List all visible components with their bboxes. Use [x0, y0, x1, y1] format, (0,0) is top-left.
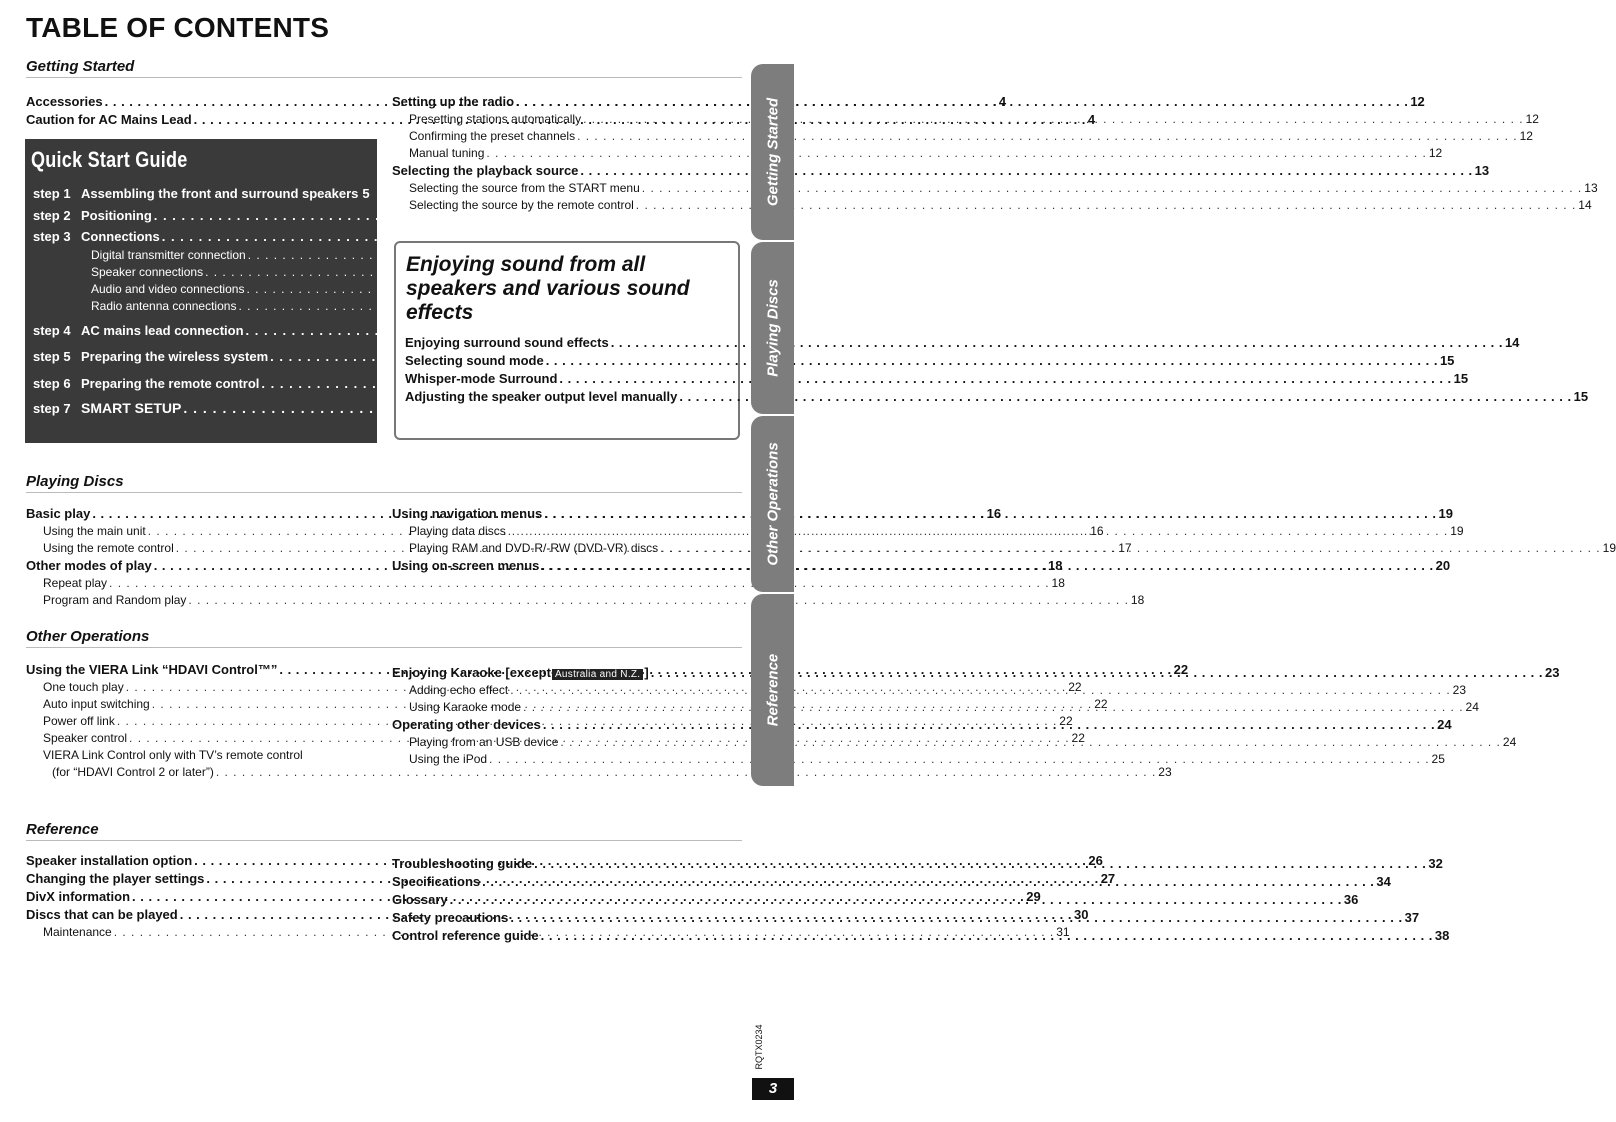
toc-entry[interactable]: DivX information . . . 29: [26, 889, 376, 907]
toc-entry[interactable]: Caution for AC Mains Lead . . . 4: [26, 112, 376, 130]
toc-subentry[interactable]: Selecting the source by the remote control . . . 14: [392, 198, 742, 215]
toc-entry[interactable]: Setting up the radio . . . 12: [392, 94, 742, 112]
qsg-subentry[interactable]: Speaker connections . . . 7: [91, 265, 367, 282]
toc-entry[interactable]: Using the VIERA Link “HDAVI Control™” . . . 22: [26, 662, 376, 680]
toc-entry[interactable]: Enjoying surround sound effects . . . 14: [405, 335, 727, 353]
toc-subentry[interactable]: VIERA Link Control only with TV’s remote control: [43, 748, 303, 762]
tab-getting-started[interactable]: Getting Started: [751, 64, 794, 240]
page-title: TABLE OF CONTENTS: [26, 12, 330, 43]
qsg-step[interactable]: step 2 Positioning . . . 6: [33, 208, 367, 226]
tab-other-operations[interactable]: Other Operations: [751, 416, 794, 592]
qsg-subentry[interactable]: Radio antenna connections . . . 9: [91, 299, 367, 316]
qsg-subentry[interactable]: Digital transmitter connection . . . 7: [91, 248, 367, 265]
toc-subentry[interactable]: Program and Random play . . . 18: [26, 593, 376, 610]
toc-entry[interactable]: Selecting the playback source . . . 13: [392, 163, 742, 181]
toc-entry[interactable]: Troubleshooting guide . . . 32: [392, 856, 742, 874]
toc-subentry[interactable]: Power off link . . . 22: [26, 714, 376, 731]
toc-entry[interactable]: Discs that can be played . . . 30: [26, 907, 376, 925]
section-playing-discs: Playing Discs: [26, 473, 742, 493]
toc-subentry[interactable]: Playing from an USB device . . . 24: [392, 735, 742, 752]
document-code: RQTX0234: [754, 1024, 764, 1070]
section-getting-started: Getting Started: [26, 58, 742, 78]
toc-subentry[interactable]: Manual tuning . . . 12: [392, 146, 742, 163]
qsg-subentry[interactable]: Audio and video connections . . . 8: [91, 282, 367, 299]
toc-entry[interactable]: Other modes of play . . . 18: [26, 558, 376, 576]
section-other-operations: Other Operations: [26, 628, 742, 648]
toc-subentry[interactable]: Repeat play . . . 18: [26, 576, 376, 593]
toc-entry[interactable]: Whisper-mode Surround . . . 15: [405, 371, 727, 389]
toc-subentry[interactable]: Speaker control . . . 22: [26, 731, 376, 748]
tab-reference[interactable]: Reference: [751, 594, 794, 786]
qsg-step[interactable]: step 4 AC mains lead connection . . . 10: [33, 323, 367, 341]
qsg-step[interactable]: step 6 Preparing the remote control . . . 10: [33, 376, 367, 394]
toc-entry[interactable]: Adjusting the speaker output level manually . . . 15: [405, 389, 727, 407]
toc-subentry[interactable]: Selecting the source from the START menu . . . 13: [392, 181, 742, 198]
toc-entry[interactable]: Basic play . . . 16: [26, 506, 376, 524]
toc-subentry[interactable]: Playing RAM and DVD-R/-RW (DVD-VR) discs . . . 19: [392, 541, 742, 558]
toc-entry[interactable]: Speaker installation option . . . 26: [26, 853, 376, 871]
toc-entry[interactable]: Specifications . . . 34: [392, 874, 742, 892]
toc-subentry[interactable]: (for “HDAVI Control 2 or later”) . . . 23: [26, 765, 376, 782]
toc-subentry[interactable]: Using the main unit . . . 16: [26, 524, 376, 541]
tab-playing-discs[interactable]: Playing Discs: [751, 242, 794, 414]
toc-subentry[interactable]: Adding echo effect . . . 23: [392, 683, 742, 700]
toc-subentry[interactable]: Presetting stations automatically . . . 12: [392, 112, 742, 129]
toc-entry[interactable]: Glossary . . . 36: [392, 892, 742, 910]
qsg-step[interactable]: step 5 Preparing the wireless system . . . 10: [33, 349, 367, 367]
toc-entry[interactable]: Using navigation menus . . . 19: [392, 506, 742, 524]
toc-subentry[interactable]: Auto input switching . . . 22: [26, 697, 376, 714]
region-badge: Australia and N.Z.: [552, 669, 643, 680]
qsg-step[interactable]: step 1 Assembling the front and surround speakers 5: [33, 186, 370, 201]
quick-start-guide-title: Quick Start Guide: [31, 147, 188, 172]
toc-subentry[interactable]: Using Karaoke mode . . . 24: [392, 700, 742, 717]
toc-entry[interactable]: Operating other devices . . . 24: [392, 717, 742, 735]
toc-subentry[interactable]: Playing data discs . . . 19: [392, 524, 742, 541]
qsg-step[interactable]: step 3 Connections . . . 7: [33, 229, 367, 247]
toc-entry[interactable]: Using on-screen menus . . . 20: [392, 558, 742, 576]
toc-subentry[interactable]: Using the iPod . . . 25: [392, 752, 742, 769]
section-reference: Reference: [26, 821, 742, 841]
toc-entry[interactable]: Control reference guide . . . 38: [392, 928, 742, 946]
page-number: 3: [752, 1078, 794, 1100]
toc-subentry[interactable]: Maintenance . . . 31: [26, 925, 376, 942]
enjoying-sound-title: Enjoying sound from all speakers and various sound effects: [406, 253, 690, 324]
toc-entry[interactable]: Selecting sound mode . . . 15: [405, 353, 727, 371]
toc-subentry[interactable]: One touch play . . . 22: [26, 680, 376, 697]
qsg-step[interactable]: step 7 SMART SETUP . . . 11: [33, 400, 367, 418]
toc-entry[interactable]: Changing the player settings . . . 27: [26, 871, 376, 889]
toc-subentry[interactable]: Confirming the preset channels . . . 12: [392, 129, 742, 146]
toc-entry[interactable]: Accessories . . . 4: [26, 94, 376, 112]
toc-entry[interactable]: Safety precautions . . . 37: [392, 910, 742, 928]
toc-entry[interactable]: Enjoying Karaoke [except Australia and N.Z. ] . . . 23: [392, 665, 742, 683]
toc-subentry[interactable]: Using the remote control . . . 17: [26, 541, 376, 558]
